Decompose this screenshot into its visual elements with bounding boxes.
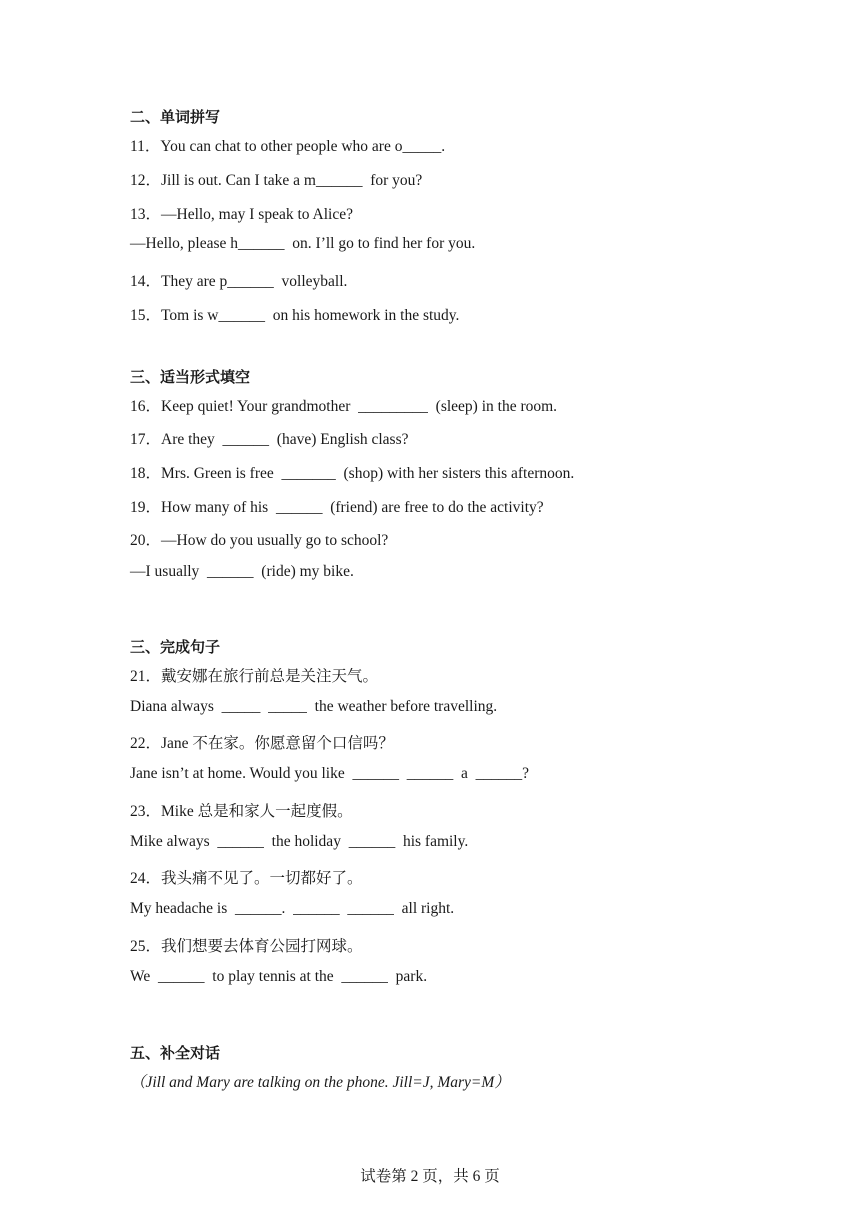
section-title-proper-form: 三、适当形式填空 — [130, 368, 251, 386]
question-line: —I usually ______ (ride) my bike. — [130, 563, 354, 580]
section-title-word-spelling: 二、单词拼写 — [130, 108, 221, 126]
question-line: Mike always ______ the holiday ______ his family. — [130, 833, 469, 850]
question-line: 17．Are they ______ (have) English class? — [130, 431, 409, 448]
question-line: 21．戴安娜在旅行前总是关注天气。 — [130, 668, 379, 685]
question-line: Diana always _____ _____ the weather before travelling. — [130, 698, 498, 715]
question-line: 18．Mrs. Green is free _______ (shop) with her sisters this afternoon. — [130, 465, 575, 482]
question-line: 22．Jane 不在家。你愿意留个口信吗？ — [130, 735, 394, 752]
question-line: 23．Mike 总是和家人一起度假。 — [130, 803, 353, 820]
question-line: 16．Keep quiet! Your grandmother _________ (sleep) in the room. — [130, 398, 558, 415]
question-line: 25．我们想要去体育公园打网球。 — [130, 938, 363, 955]
dialogue-instruction: （Jill and Mary are talking on the phone. Jill=J, Mary=M） — [130, 1074, 510, 1091]
question-line: 13．—Hello, may I speak to Alice? — [130, 206, 353, 223]
question-line: We ______ to play tennis at the ______ park. — [130, 968, 428, 985]
question-line: 15．Tom is w______ on his homework in the study. — [130, 307, 460, 324]
question-line: Jane isn’t at home. Would you like ______ ______ a ______? — [130, 765, 529, 782]
question-line: 19．How many of his ______ (friend) are free to do the activity? — [130, 499, 544, 516]
section-title-complete-sentences: 三、完成句子 — [130, 638, 221, 656]
question-line: —Hello, please h______ on. I’ll go to find her for you. — [130, 235, 476, 252]
question-line: 24．我头痛不见了。一切都好了。 — [130, 870, 363, 887]
section-title-dialogue: 五、补全对话 — [130, 1044, 221, 1062]
question-line: 11．You can chat to other people who are o_____. — [130, 138, 446, 155]
question-line: 20．—How do you usually go to school? — [130, 532, 389, 549]
question-line: 14．They are p______ volleyball. — [130, 273, 348, 290]
question-line: My headache is ______. ______ ______ all right. — [130, 900, 455, 917]
page-footer: 试卷第 2 页，共 6 页 — [360, 1168, 500, 1185]
question-line: 12．Jill is out. Can I take a m______ for you? — [130, 172, 423, 189]
